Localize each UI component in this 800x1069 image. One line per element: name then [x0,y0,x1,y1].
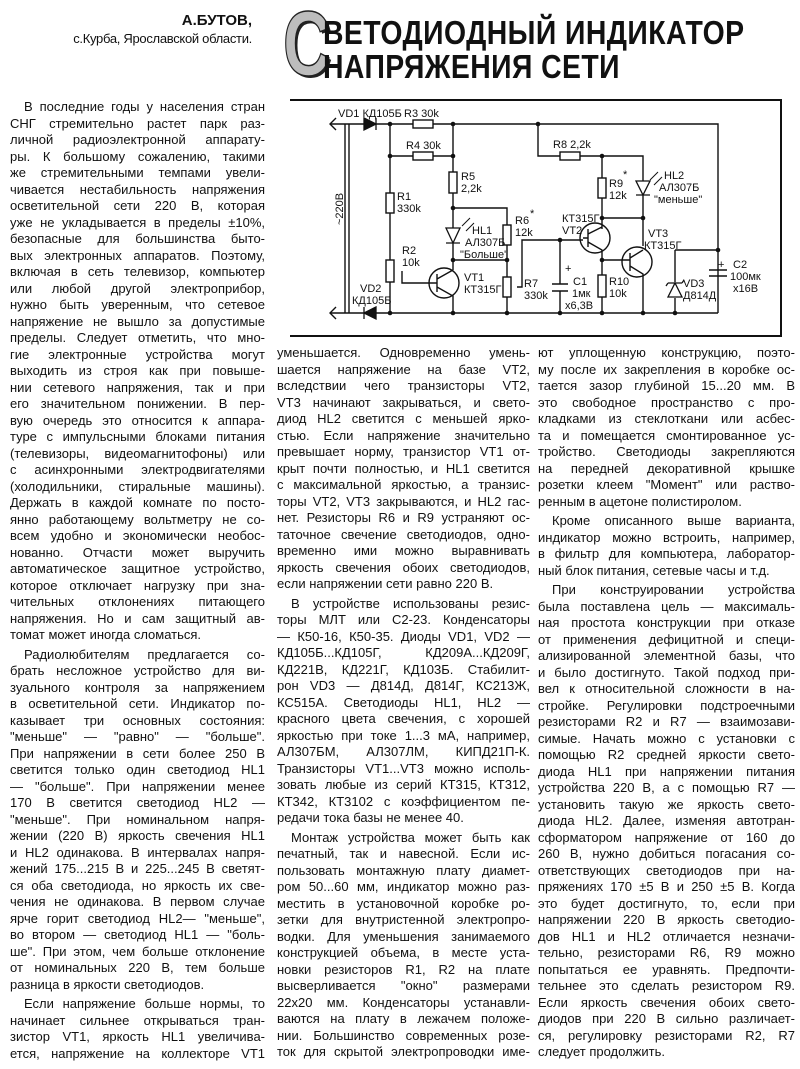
text-line: и HL2 одинакова. В интервалах напря- [10,844,265,860]
label-vd3-name: VD3 [683,278,705,290]
label-vt3-name: VT3 [648,228,669,240]
text-line: его значительном понижении. В пер- [10,396,265,411]
text-line: ответствующих светодиодов при на- [538,862,795,878]
label-vd3-type: Д814Д [683,290,717,302]
text-line: При конструировании устройства [552,582,795,597]
text-line: ток для скрытой электропроводки име- [277,1044,530,1059]
text-line: пользовать монтажную плату диамет- [277,862,530,878]
author-block [73,12,252,48]
text-line: розетки клеем "Момент" или раство- [538,477,795,492]
text-line: Кроме описанного выше варианта, [552,513,795,528]
text-line: — К50-16, К50-35. Диоды VD1, VD2 — [277,628,530,644]
label-vt2-name: VT2 [562,225,583,237]
text-line: стью. Если напряжение значительно [277,427,530,443]
paragraph [277,345,530,593]
text-line: жений 175...215 В и 225...245 В светят- [10,861,265,876]
resistor-r10 [598,275,606,297]
text-line: ется, напряжение на коллекторе VT1 [10,1045,265,1061]
text-column-2 [277,345,530,1064]
label-c2-plus: + [718,259,725,271]
text-line: та и помещается смонтированное ус- [538,427,795,443]
text-line: симые. Начать можно с установки с [538,730,795,746]
label-c1-plus: + [565,263,572,275]
text-line: В последние годы у населения стран [24,99,265,114]
paragraph [538,513,795,579]
text-line: нии. Большинство современных розе- [277,1027,530,1043]
diode-vd2 [364,307,376,319]
resistor-r2 [386,260,394,282]
circuit-schematic [285,95,790,345]
label-r9-mark: * [623,169,628,181]
text-line: зетки для внутристенной электропро- [277,912,530,927]
text-line: если напряжении сети равно 220 В. [277,576,494,591]
title-line-1: ВЕТОДИОДНЫЙ ИНДИКАТОР [323,14,745,51]
text-line: тройство. Светодиоды закрепляются [538,444,795,459]
label-vt1-type: КТ315Г [464,284,502,296]
label-r2-value: 10k [402,257,420,269]
resistor-r9 [598,178,606,198]
label-r6-value: 12k [515,227,533,239]
text-line: "меньше". При номинальном напря- [10,811,265,827]
text-line: напряжения. Но и сам защитный ав- [10,610,265,626]
text-line: таточное свечение светодиодов, одно- [277,526,530,542]
text-line: от номинальных 220 В, тем больше [10,960,265,975]
label-r3: R3 30k [404,108,439,120]
text-line: включая в сеть телевизор, компьютер [10,264,265,279]
text-line: с максимальной яркостью, а транзис- [277,477,530,492]
text-line: ся, регулировку резисторами R2, R7 [538,1027,795,1043]
text-line: ры. К большому сожалению, такими [10,148,265,164]
label-hl1-type: АЛ307Б [465,237,506,249]
text-line: ализированной элементной базы, что [538,648,795,663]
text-line: разница в яркости светодиодов. [10,976,205,992]
text-line: в фильтр для компьютера, лаборатор- [538,546,795,561]
text-line: это свободное пространство с про- [538,394,795,410]
text-line: нии сетевого напряжения, так и при [10,379,265,395]
text-line: ярче горит светодиод HL2— "меньше", [10,910,265,926]
text-line: сформатором напряжение от 160 до [538,829,795,845]
text-line: конструкцией объема, в месте уста- [277,945,530,960]
article-title [283,0,798,95]
text-line: попытаться ее уравнять. Предпочти- [538,961,795,977]
text-line: диода HL2. Далее, изменяя автотран- [538,813,795,828]
paragraph [277,830,530,1061]
label-r1-name: R1 [397,191,412,203]
text-line: томат может иногда сломаться. [10,627,202,642]
label-vd1: VD1 КД105Б [338,108,402,120]
text-line: (холодильники, стиральные машины). [10,478,265,494]
text-line: же стремительными темпами увели- [10,165,265,180]
label-r8: R8 2,2k [553,139,591,151]
label-vt3-type: КТ315Г [644,240,682,252]
text-line: Если яркость свечения обоих свето- [538,994,795,1010]
text-line: высверливается "окно" размерами [277,978,530,993]
label-r9-name: R9 [609,178,624,190]
text-line: светится только один светодиод HL1 [10,762,265,777]
text-line: редачи тока базы не менее 40. [277,810,464,825]
text-line: АЛ307БМ, АЛ307ЛМ, КИПД21П-К. [277,744,530,759]
text-line: брать несложное устройство для ви- [10,663,265,678]
text-line: всем удобно и экономически необос- [10,528,265,543]
label-vd2-type: КД105Б [352,295,392,307]
text-line: СНГ стремительно растет парк раз- [10,115,265,131]
label-r9-value: 12k [609,190,627,202]
text-line: напряжении 220 В яркость светодио- [538,912,795,927]
text-line: казывает три основных состояния: [10,712,265,728]
text-line: туре с импульсными блоками питания [10,429,265,444]
label-c2-voltage: x16В [733,283,759,295]
label-hl1-name: HL1 [472,225,493,237]
label-hl2-type: АЛ307Б [659,182,700,194]
text-line: пряжениях 170 ±5 В и 250 ±5 В. Когда [538,879,795,894]
text-line: тельнее это сделать резистором R9. [538,978,795,993]
text-column-3 [538,345,795,1064]
text-line: чивается нестабильность напряжения [10,181,265,197]
paragraph [538,345,795,510]
label-vt1-name: VT1 [464,272,485,284]
text-line: яркостью при токе 1...3 мА, например, [277,727,530,743]
text-line: тельно, резисторами R6, R9 можно [538,945,795,960]
text-line: Монтаж устройства может быть как [291,829,530,845]
text-line: нужно быть уверенным, что сетевое [10,297,265,312]
text-line: установить такую же яркость свето- [538,796,795,812]
text-line: вел к относительной сложности в на- [538,681,795,696]
paragraph [10,647,265,994]
label-r10-name: R10 [609,276,630,288]
text-line: VT3 начинают закрываться, и свето- [277,394,530,410]
text-line: жении (220 В) яркость свечения HL1 [10,828,265,843]
text-line: на передней декоративной крышке [538,460,795,476]
label-r5-value: 2,2k [461,183,482,195]
text-line: янно работающему вольтметру не со- [10,511,265,527]
text-line: ся оба светодиода, но яркость их све- [10,877,265,893]
text-line: тается зазор глубиной 15...20 мм. В [538,378,795,393]
label-r4: R4 30k [406,140,441,152]
text-line: зуального контроля за напряжением [10,679,265,695]
text-line: 260 В, нужно добиться погасания со- [538,846,795,861]
zener-vd3 [666,280,684,297]
text-line: личной радиоэлектронной аппарату- [10,132,265,147]
text-line: автоматическое защитное устройство, [10,561,265,576]
text-line: ют уплощенную конструкцию, поэто- [538,345,795,360]
text-line: яркость свечения обоих светодиодов, [277,559,530,575]
text-line: выходить из строя как при повыше- [10,363,265,378]
text-line: ше". При этом, чем больше отклонение [10,943,265,959]
led-hl2 [636,181,650,195]
label-c2-name: C2 [733,259,748,271]
resistor-r5 [449,172,457,193]
text-line: крыт почти полностью, и HL1 светится [277,460,530,476]
text-line: вых электронных аппаратов. Поэтому, [10,247,265,263]
label-hl2-note: "меньше" [654,194,703,206]
text-line: безопасные для большинства быто- [10,231,265,246]
text-column-1 [10,99,265,1065]
paragraph [538,582,795,1061]
label-r2-name: R2 [402,245,417,257]
resistor-r1 [386,193,394,213]
text-line: кладками из стеклоткани или асбес- [538,411,795,426]
text-line: уже не укладывается в пределы ±10%, [10,214,265,230]
text-line: была поставлена цель — максималь- [538,598,795,614]
text-line: начинает сильнее открываться тран- [10,1012,265,1028]
text-line: торы VT2, VT3 закрываются, и HL2 гас- [277,493,530,509]
text-line: При напряжении в сети более 250 В [10,745,265,761]
text-line: и было достигнуто. Такой подход при- [538,664,795,680]
label-c1-value: 1мк [572,288,591,300]
text-line: помощью R2 средней яркости свето- [538,747,795,762]
text-line: торы МЛТ или С2-23. Конденсаторы [277,612,530,627]
text-line: диод HL2 светится с меньшей ярко- [277,411,530,426]
text-line: КД105Б...КД105Г, КД209А...КД209Г, [277,645,530,660]
text-line: ная простота конструкции при отказе [538,615,795,630]
label-vt2-type: КТ315Г [562,213,600,225]
text-line: пределы. Следует отметить, что мно- [10,330,265,345]
label-hl1-note: "Больше" [460,249,508,261]
text-line: му после их закрепления в коробке ос- [538,361,795,377]
text-line: в осветительной сети. Индикатор по- [10,696,265,711]
text-line: индикатор можно встроить, например, [538,529,795,545]
text-line: ром 50...60 мм, индикатор можно раз- [277,879,530,894]
label-r7-name: R7 [524,278,539,290]
label-c2-value: 100мк [730,271,761,283]
label-r10-value: 10k [609,288,627,300]
text-line: Транзисторы VT1...VT3 можно исполь- [277,760,530,776]
author-location: с.Курба, Ярославской области. [73,31,252,46]
author-name: А.БУТОВ, [181,12,252,29]
title-drop-cap: С [283,0,331,95]
text-line: 22х20 мм. Конденсаторы устанавли- [277,994,530,1010]
text-line: вую очередь это относится к аппара- [10,412,265,428]
text-line: — "больше". При напряжении менее [10,778,265,794]
text-line: это будет достигнуто, то, если при [538,895,795,911]
text-line: уменьшается. Одновременно умень- [277,345,530,360]
label-r6-mark: * [530,208,535,220]
paragraph [10,99,265,644]
text-line: "меньше" — "равно" — "больше". [10,729,265,744]
text-line: печатный, так и навесной. Если ис- [277,846,530,861]
label-r5-name: R5 [461,171,476,183]
resistor-r7 [503,277,511,297]
text-line: нет. Резисторы R6 и R9 устраняют ос- [277,510,530,525]
text-line: превышает норму, транзистор VT1 от- [277,444,530,459]
text-line: напряжение не вышло за допустимые [10,313,265,329]
resistor-r3 [413,120,433,128]
text-line: КТ342, КТ3102 с коэффициентом пе- [277,793,530,809]
text-line: чительных отклонениях питающего [10,594,265,609]
resistor-r4 [413,152,433,160]
text-line: шается напряжение на базе VT2, [277,361,530,377]
paragraph [10,996,265,1062]
text-line: местить в установочной коробке ро- [277,895,530,911]
text-line: рон VD3 — Д814Д, Д814Г, КС213Ж, [277,678,530,693]
text-line: от применения дефицитной и специ- [538,631,795,647]
text-line: ренным в ацетоне полистиролом. [538,493,742,509]
schematic-labels [334,108,761,312]
text-line: зистор VT1, яркость HL1 увеличива- [10,1029,265,1044]
label-c1-voltage: x6,3В [565,300,594,312]
text-line: зовать любые из серий КТ315, КТ312, [277,777,530,792]
text-line: резисторами R2 и R7 — взаимозави- [538,714,795,729]
text-line: диода HL1 при напряжении питания [538,763,795,779]
resistor-r8 [560,152,580,160]
text-line: новки резисторов R1, R2 на плате [277,961,530,977]
text-line: ваются на плату в лежачем положе- [277,1011,530,1026]
title-line-2: НАПРЯЖЕНИЯ СЕТИ [323,48,621,85]
text-line: гие электронные устройства могут [10,346,265,362]
text-line: В устройстве использованы резис- [291,595,530,611]
text-line: КС515А. Светодиоды HL1, HL2 — [277,694,530,710]
text-line: дов HL1 и HL2 отличается незначи- [538,928,795,944]
text-line: чения не одинакова. В первом случае [10,894,265,909]
label-hl2-name: HL2 [664,170,685,182]
led-hl1 [446,228,460,243]
text-line: следует продолжить. [538,1044,665,1059]
text-line: 170 В светится светодиод HL2 — [10,795,265,810]
label-r6-name: R6 [515,215,530,227]
text-line: устройства 220 В, а с помощью R7 — [538,780,795,795]
text-line: или любой другой электроприбор, [10,280,265,296]
text-line: водки. Для уменьшения занимаемого [277,928,530,944]
text-line: Если напряжение больше нормы, то [24,996,265,1011]
text-line: нованно. Отчасти может выручить [10,544,265,560]
text-line: Держать в каждой комнате по посто- [10,495,265,510]
text-line: во втором — светодиод HL1 — "боль- [10,927,265,942]
text-line: с асинхронными электродвигателями [10,462,265,477]
paragraph [277,596,530,827]
label-mains: ~220В [334,192,346,225]
text-line: диодов при 220 В сильно различает- [538,1011,795,1026]
label-r7-value: 330k [524,290,548,302]
text-line: ный блок питания, сетевые часы и т.д. [538,562,770,578]
text-line: осветительной сети 220 В, которая [10,198,265,213]
text-line: (телевизоры, видеомагнитофоны) или [10,445,265,461]
text-line: КД221В, КД221Г, КД103Б. Стабилит- [277,661,530,677]
label-vd2-name: VD2 [360,283,382,295]
text-line: которое отключает нагрузку при зна- [10,577,265,593]
text-line: вследствии чего транзисторы VT2, [277,378,530,393]
label-c1-name: C1 [573,276,588,288]
text-line: Радиолюбителям предлагается со- [24,646,265,662]
text-line: красного цвета свечения, с хорошей [277,711,530,726]
label-r1-value: 330k [397,203,421,215]
text-line: временно ими можно выравнивать [277,543,530,558]
text-line: стройке. Регулировки подстроечными [538,697,795,713]
